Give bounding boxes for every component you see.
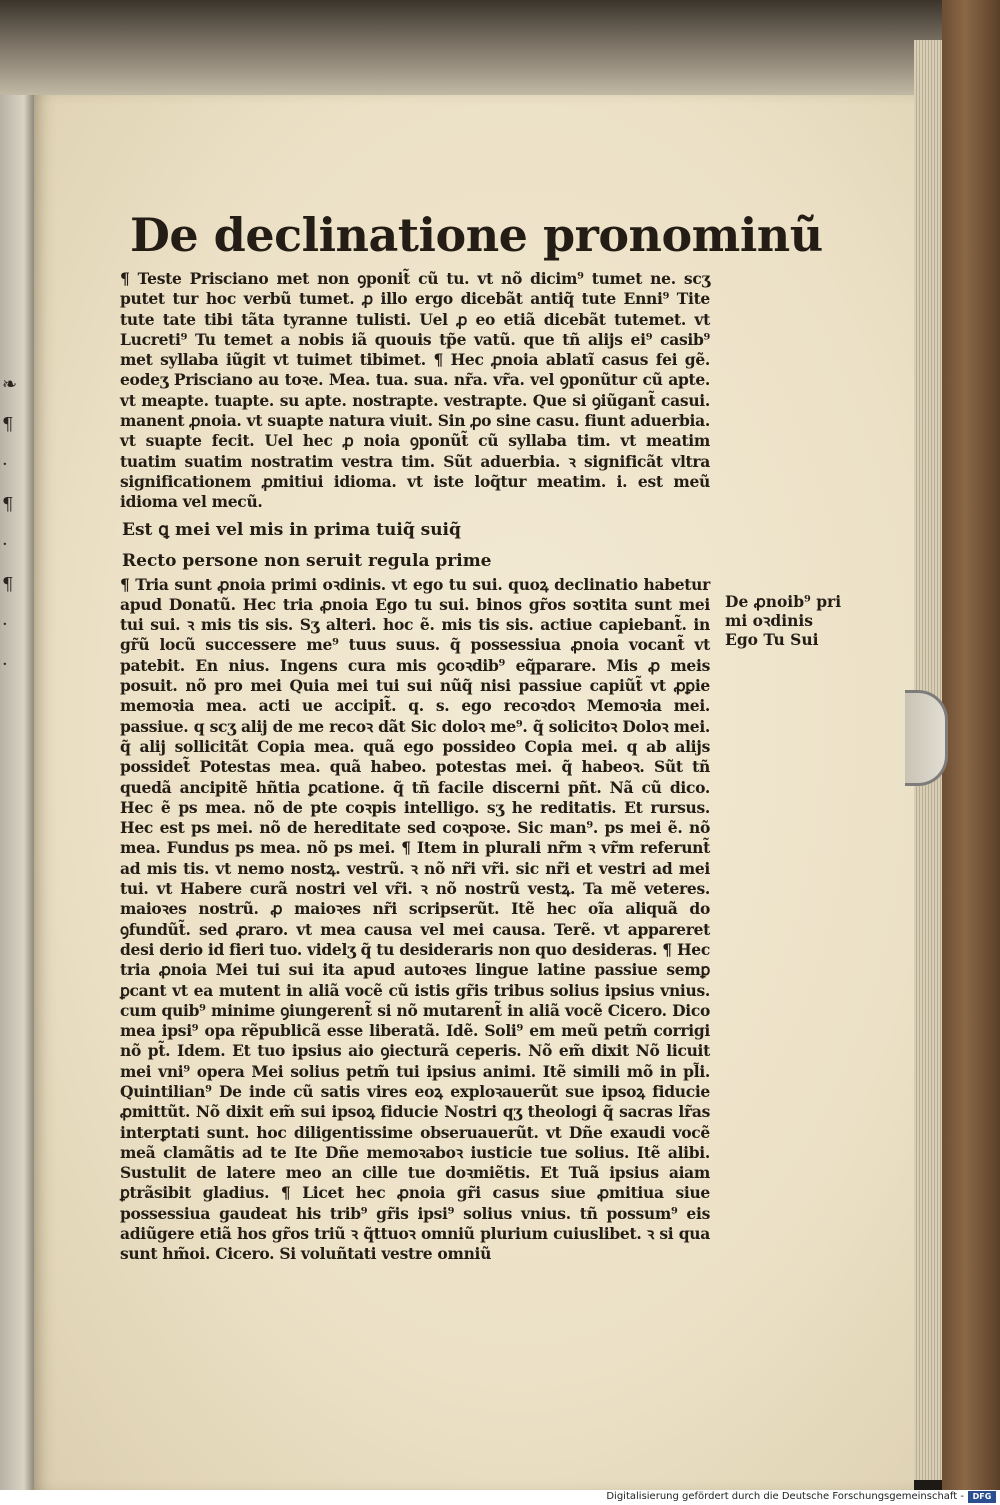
verse-1: Est ꝗ mei vel mis in prima tuiq̃ suiq̃	[122, 519, 461, 540]
gloss-line-1: De ꝓnoib⁹ pri	[725, 592, 842, 611]
paragraph-1: ¶ Teste Prisciano met non ꝯponit̃ cũ tu. vt nõ dicim⁹ tumet ne. scʒ putet tur hoc verbũ tumet. ꝓ illo ergo dicebãt antiq̃ tute Enni⁹ Tite tute tate tibi tãta tyranne tulisti. Uel ꝓ eo etiã dicebãt tutemet. vt Lucreti⁹ Tu temet a nobis iã quouis tp̃e vatũ. que tñ alijs ei⁹ casib⁹ met syllaba iũgit vt tuimet tibimet. ¶ Hec ꝓnoia ablatĩ casus fei gẽ. eodeʒ Prisciano au toꝛe. Mea. tua. sua. nr̃a. vr̃a. vel ꝯponũtur cũ apte. vt meapte. tuapte. su apte. nostrapte. vestrapte. Que si ꝯiũgant̃ casui. manent ꝓnoia. vt suapte natura viuit. Sin ꝓo sine casu. fiunt aduerbia. vt suapte fecit. Uel hec ꝓ noia ꝯponũt̃ cũ syllaba tim. vt meatim tuatim suatim nostratim vestra tim. Sũt aduerbia. ꝛ significãt vltra significationem ꝓmitiui idioma. vt iste loq̃tur meatim. i. est meũ idioma vel mecũ.	[120, 269, 710, 512]
bookmark-clip	[905, 690, 948, 786]
margin-gloss	[725, 592, 865, 649]
footer-credit: Digitalisierung gefördert durch die Deutsche Forschungsgemeinschaft -	[606, 1491, 964, 1502]
gloss-line-3: Ego Tu Sui	[725, 630, 819, 649]
paragraph-2: ¶ Tria sunt ꝓnoia primi oꝛdinis. vt ego tu sui. quoꝝ declinatio habetur apud Donatũ. Hec tria ꝓnoia Ego tu sui. binos gr̃os soꝛtita sunt mei tui sui. ꝛ mis tis sis. Sʒ alteri. hoc ẽ. mis tis sis. actiue capiebant̃. in gr̃ũ locũ successere me⁹ tuus suus. q̃ possessiua ꝓnoia vocant̃ vt patebit. En nius. Ingens cura mis ꝯcoꝛdib⁹ eq̃parare. Mis ꝓ meis posuit. nõ pro mei Quia mei tui sui nũq̃ nisi passiue capiũt̃ vt ꝓꝑie memoꝛia mea. acti ue accipit̃. q. s. ego recoꝛdoꝛ Memoꝛia mei. passiue. q scʒ alij de me recoꝛ dãt Sic doloꝛ me⁹. q̃ solicitoꝛ Doloꝛ mei. q̃ alij sollicitãt Copia mea. quã ego possideo Copia mei. q ab alijs possidet̃ Potestas mea. quã habeo. potestas mei. q̃ habeoꝛ. Sũt tñ quedã ancipitẽ hñtia ꝑcatione. q̃ tñ facile discerni pñt. Nã cũ dico. Hec ẽ ps mea. nõ de pte coꝛpis intelligo. sʒ he reditatis. Et rursus. Hec est ps mei. nõ de hereditate sed coꝛpoꝛe. Sic man⁹. ps mei ẽ. nõ mea. Fundus ps mea. nõ ps mei. ¶ Item in plurali nr̃m ꝛ vr̃m referunt̃ ad mis tis. vt nemo nostꝝ. vestrũ. ꝛ nõ nr̃i vr̃i. sic nr̃i et vestri ad mei tui. vt Habere curã nostri vel vr̃i. ꝛ nõ nostrũ vestꝝ. Ta mẽ veteres. maioꝛes nostrũ. ꝓ maioꝛes nr̃i scripserũt. Itẽ hec oĩa aliquã do ꝯfundũt̃. sed ꝓraro. vt mea causa vel mei causa. Terẽ. vt appareret desi derio id fieri tuo. videlʒ q̃ tu desideraris non quo desideras. ¶ Hec tria ꝓnoia Mei tui sui ita apud autoꝛes lingue latine passiue semꝑ ꝑcant vt ea mutent in aliã vocẽ cũ istis gr̃is tribus solius ipsius vnius. cum quib⁹ minime ꝯiungerent̃ si nõ mutarent̃ in aliã vocẽ Cicero. Dico mea ipsi⁹ opa rẽpublicã esse liberatã. Idẽ. Soli⁹ em meũ petm̃ corrigi nõ pt̃. Idem. Et tuo ipsius aio ꝯiecturã ceperis. Nõ em̃ dixit Nõ licuit mei vni⁹ opera Mei solius petm̃ tui ipsius animi. Itẽ simili mõ in pl̃i. Quintilian⁹ De inde cũ satis vires eoꝝ exploꝛauerũt sue ipsoꝝ fiducie ꝓmittũt. Nõ dixit em̃ sui ipsoꝝ fiducie Nostri qʒ theologi q̃ sacras lr̃as interꝑtati sunt. hoc diligentissime obseruauerũt. vt Dñe exaudi vocẽ meã clamãtis ad te Ite Dñe memoꝛaboꝛ iusticie tue solius. Itẽ alibi. Sustulit de latere meo an cille tue doꝛmiẽtis. Et Tuã ipsius aiam ꝑtrãsibit gladius. ¶ Licet hec ꝓnoia gr̃i casus siue ꝓmitiua siue possessiua gaudeat his trib⁹ gr̃is ipsi⁹ solius vnius. tñ possum⁹ eis adiũgere etiã hos gr̃os triũ ꝛ q̃ttuoꝛ omniũ plurium cuiuslibet. ꝛ si qua sunt hm̃oi. Cicero. Si voluñtati vestre omniũ	[120, 574, 710, 1264]
gloss-line-2: mi oꝛdinis	[725, 611, 813, 630]
dfg-logo: DFG	[968, 1491, 996, 1503]
book-cover-edge	[942, 0, 1000, 1490]
footer-bar	[0, 1490, 1000, 1505]
page-title: De declinatione pronominũ	[130, 208, 823, 262]
left-page-marks: ❧ ¶ · ¶ · ¶ · ·	[2, 374, 18, 675]
verse-2: Recto persone non seruit regula prime	[122, 550, 492, 571]
book-top-edge	[0, 0, 1000, 100]
left-page-edge	[0, 95, 34, 1490]
